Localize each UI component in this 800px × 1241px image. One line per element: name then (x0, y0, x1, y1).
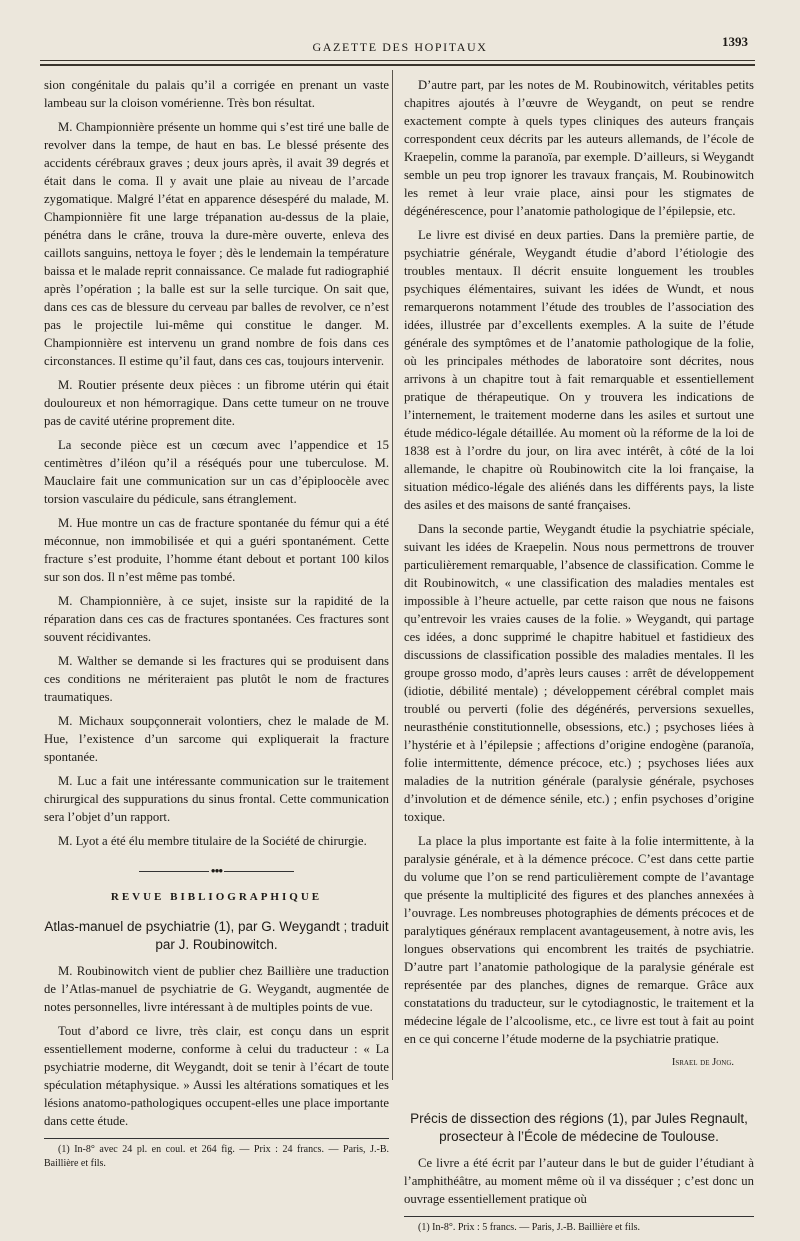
paragraph: M. Hue montre un cas de fracture spontanée du fémur qui a été méconnue, non immobilisée et qui a guéri spontanément. Cette fracture s’est produite, l’homme étant debout et portant 100 kilos sur son dos. Il n’est même pas tombé. (44, 516, 389, 584)
paragraph: M. Walther se demande si les fractures qui se produisent dans ces conditions ne mériteraient pas plutôt le nom de fractures traumatiques. (44, 654, 389, 704)
paragraph: Dans la seconde partie, Weygandt étudie la psychiatrie spéciale, suivant les idées de Kraepelin. Nous nous permettrons de trouver particulièrement remarquable, l’absence de classification. Comme le dit Roubinowitch, « une classification des maladies mentales est impossible à l’heure actuelle, par cette raison que nous ne faisons qu’entrevoir les vraies causes de la folie. » Weygandt, qui partage ces idées, a donc supprimé le chapitre habituel et fastidieux des discussions de classification possible des maladies mentales. Il les groupe grosso modo, d’après leurs causes : arrêt de développement (idiotie, débilité mentale) ; développement cérébral complet mais troublé ou perverti (folie des dégénérés, perversions sexuelles, neurasthénie constitutionnelle, obsessions, etc.) ; psychoses liées à l’hystérie et à l’épilepsie ; affections d’origine endogène (paranoïa, folie intermittente, démence précoce, etc.) ; psychoses liées aux maladies de la nutrition générale (paralysie générale, psychoses d’involution et de démence sénile, etc.) ; enfin psychoses d’origine toxique. (404, 522, 754, 824)
article-title: Précis de dissection des régions (1), par Jules Regnault, prosecteur à l’École de médecine de Toulouse. (410, 1111, 748, 1144)
paragraph: M. Championnière présente un homme qui s’est tiré une balle de revolver dans la tempe, de haut en bas. Le blessé présente des accidents cérébraux graves ; deux jours après, il avait 39 degrés et était dans le coma. Il y avait une plaie au niveau de l’arcade zygomatique. Malgré l’état en apparence désespéré du malade, M. Championnière fit une large trépanation au-dessus de la plaie, pénétra dans le crâne, trouva la dure-mère ouverte, enleva des caillots sanguins, nettoya le foyer ; dès le lendemain la température baissa et le malade reprit connaissance. Ce malade fut radiographié après l’opération ; la balle est sur la selle turcique. On sait que, dans ces cas de blessure du cerveau par balles de revolver, ce n’est pas le projectile lui-même qui constitue le danger. M. Championnière est intervenu un grand nombre de fois dans ces circonstances. Il estime qu’il faut, dans ces cas, toujours intervenir. (44, 120, 389, 368)
column-divider (392, 70, 393, 1080)
footnote: (1) In-8°. Prix : 5 francs. — Paris, J.-B. Baillière et fils. (418, 1222, 641, 1233)
paragraph: M. Luc a fait une intéressante communication sur le traitement chirurgical des suppurations du sinus frontal. Cette communication sera l’objet d’un rapport. (44, 774, 389, 824)
header-rule-thick (40, 64, 755, 66)
article-title: Atlas-manuel de psychiatrie (1), par G. Weygandt ; traduit par J. Roubinowitch. (44, 919, 389, 952)
page-number: 1393 (722, 34, 748, 49)
paragraph: M. Routier présente deux pièces : un fibrome utérin qui était douloureux et non hémorragique. Dans cette tumeur on ne trouve pas de cavité utérine proprement dite. (44, 378, 389, 428)
footnote: (1) In-8° avec 24 pl. en coul. et 264 fig. — Prix : 24 francs. — Paris, J.-B. Baillière et fils. (44, 1144, 389, 1169)
paragraph: M. Michaux soupçonnerait volontiers, chez le malade de M. Hue, l’existence d’un sarcome qui expliquerait la fracture spontanée. (44, 714, 389, 764)
footnote-rule (44, 1138, 389, 1139)
paragraph: M. Lyot a été élu membre titulaire de la Société de chirurgie. (58, 834, 367, 848)
paragraph: M. Championnière, à ce sujet, insiste sur la rapidité de la réparation dans ces cas de fractures spontanées. Ces fractures sont souvent récidivantes. (44, 594, 389, 644)
page-header-title: GAZETTE DES HOPITAUX (312, 40, 488, 54)
paragraph: Ce livre a été écrit par l’auteur dans le but de guider l’étudiant à l’amphithéâtre, au moment même où il va disséquer ; c’est donc un ouvrage essentiellement pratique où (404, 1156, 754, 1206)
paragraph: D’autre part, par les notes de M. Roubinowitch, véritables petits chapitres ajoutés à l’œuvre de Weygandt, on peut se rendre exactement compte à quels types cliniques des auteurs français correspondent ceux décrits par les auteurs allemands, de l’école de Kraepelin, comme la paranoïa, par exemple. D’ailleurs, si Weygandt semble un peu trop ignorer les travaux français, M. Roubinowitch les remet à leur vraie place, ainsi pour les stigmates de dégénérescence, pour l’anatomie pathologique de l’épilepsie, etc. (404, 78, 754, 218)
section-title: REVUE BIBLIOGRAPHIQUE (110, 891, 323, 903)
signature: Israel de Jong. (671, 1057, 734, 1068)
header-rule (40, 60, 755, 61)
section-separator: ●●● (44, 862, 389, 880)
paragraph: La place la plus importante est faite à la folie intermittente, à la paralysie générale, et à la démence précoce. C’est dans cette partie du volume que l’on se rend particulièrement compte de l’avantage que présente la multiplicité des figures et des planches annexées à l’ouvrage. Les nombreuses photographies de déments précoces et de paralytiques généraux remplacent avantageusement, à notre avis, les longues observations qui encombrent les traités de psychiatrie. D’autre part l’anatomie pathologique de la paralysie générale est représentée par des planches, dignes de remarque. Grâce aux constatations du traducteur, sur le cytodiagnostic, le traitement et la médecine légale de l’alcoolisme, etc., ce livre est tout à fait au point en ce qui concerne l’étude moderne de la psychiatrie pratique. (404, 834, 754, 1046)
left-column (44, 76, 389, 1177)
paragraph: Le livre est divisé en deux parties. Dans la première partie, de psychiatrie générale, Weygandt étudie d’abord l’étiologie des troubles mentaux. Il décrit ensuite longuement les troubles psychiques élémentaires, suivant les idées de Wundt, et nous remarquerons notamment l’étude des troubles de l’association des idées, illustrée par d’excellents exemples. A la suite de l’étude générale des symptômes et de l’anatomie pathologique de la folie, où les principales méthodes de laboratoire sont décrites, nous arrivons à un chapitre tout à fait remarquable et essentiellement pratique de thérapeutique. On y trouvera les indications de l’internement, le traitement moderne dans les asiles et surtout une étude médico-légale détaillée. Au moment où la réforme de la loi de 1838 est à l’ordre du jour, on lira avec intérêt, à côté de la loi allemande, le chapitre où Roubinowitch cite la loi française, la situation médico-légale des aliénés dans les différents pays, la liste des asiles et des maisons de santé françaises. (404, 228, 754, 512)
footnote-rule (404, 1216, 754, 1217)
right-column (404, 76, 754, 1241)
paragraph: sion congénitale du palais qu’il a corrigée en prenant un vaste lambeau sur la cloison vomérienne. Très bon résultat. (44, 78, 389, 110)
paragraph: La seconde pièce est un cœcum avec l’appendice et 15 centimètres d’iléon qu’il a réséqués pour une tuberculose. M. Mauclaire fait une communication sur un cas d’épiploocèle avec torsion vasculaire du pédicule, sans étranglement. (44, 438, 389, 506)
paragraph: Tout d’abord ce livre, très clair, est conçu dans un esprit essentiellement moderne, conforme à celui du traducteur : « La psychiatrie moderne, dit Weygandt, doit se tenir à l’écart de toute spéculation métaphysique. » Aussi les altérations somatiques et les lésions anatomo-pathologiques occupent-elles une place importante dans cette étude. (44, 1024, 389, 1128)
paragraph: M. Roubinowitch vient de publier chez Baillière une traduction de l’Atlas-manuel de psychiatrie de G. Weygandt, augmentée de notes personnelles, livre intéressant à de multiples points de vue. (44, 964, 389, 1014)
